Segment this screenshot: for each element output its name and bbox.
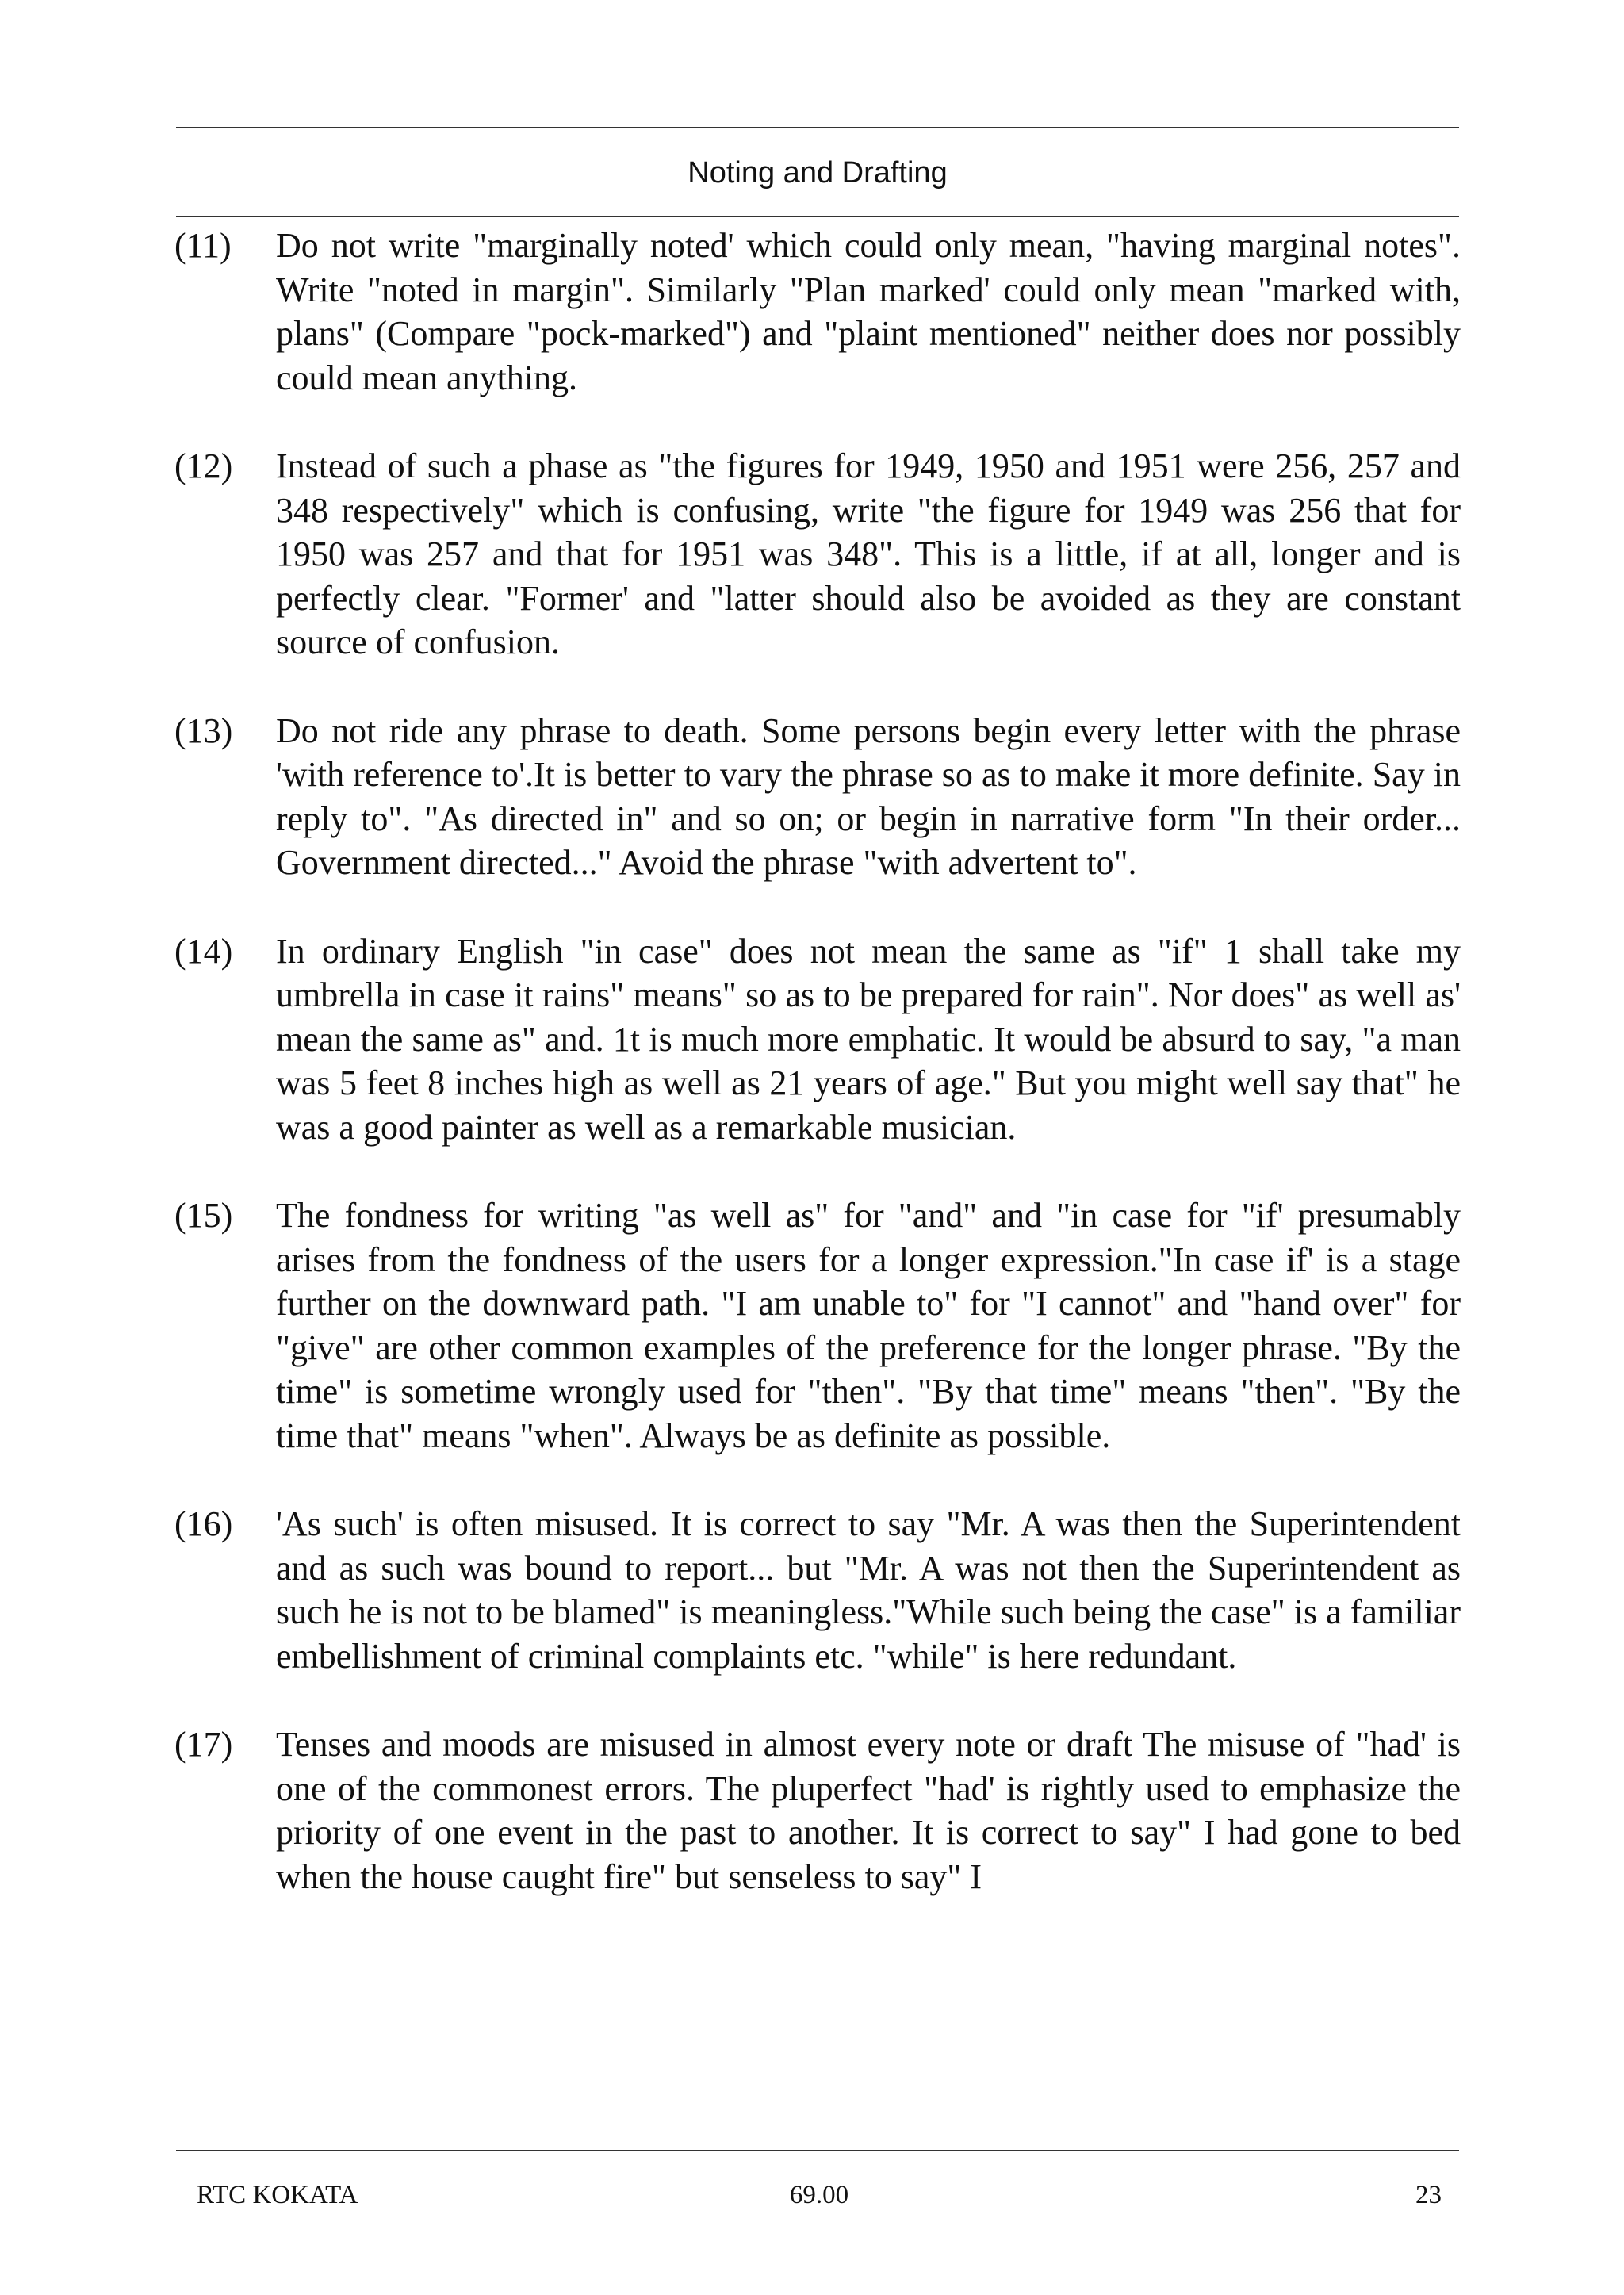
item-number: (13)	[174, 711, 233, 750]
item-text: Tenses and moods are misused in almost every note or draft The misuse of "had' is one of the commonest errors. The pluperfect "had' is rightly used to emphasize the priority of one event in the past to another. It is correct to say" I had gone to bed when the house caught fire" but senseless to say" I	[276, 1725, 1461, 1896]
item-text: Instead of such a phase as "the figures for 1949, 1950 and 1951 were 256, 257 and 348 respectively" which is confusing, write "the figure for 1949 was 256 that for 1950 was 257 and that for 1951 was 348". This is a little, if at all, longer and is perfectly clear. "Former' and "latter should also be avoided as they are constant source of confusion.	[276, 446, 1461, 661]
list-item	[174, 709, 1461, 885]
list-item	[174, 1502, 1461, 1678]
item-text: The fondness for writing "as well as" for "and" and "in case for "if' presumably arises from the fondness of the users for a longer expression."In case if' is a stage further on the downward path. "I am unable to" for "I cannot" and "hand over" for "give" are other common examples of the preference for the longer phrase. "By the time" is sometime wrongly used for "then". "By that time" means "then". "By the time that" means "when". Always be as definite as possible.	[276, 1196, 1461, 1455]
item-number: (16)	[174, 1504, 233, 1543]
header-bottom-rule	[176, 216, 1459, 217]
item-number: (15)	[174, 1196, 233, 1235]
item-text: In ordinary English "in case" does not mean the same as "if" 1 shall take my umbrella in case it rains" means" so as to be prepared for rain". Nor does" as well as' mean the same as" and. 1t is much more emphatic. It would be absurd to say, "a man was 5 feet 8 inches high as well as 21 years of age." But you might well say that" he was a good painter as well as a remarkable musician.	[276, 931, 1461, 1147]
page-footer	[197, 2176, 1442, 2214]
list-item	[174, 929, 1461, 1150]
footer-code: 69.00	[789, 2181, 849, 2209]
header-top-rule	[176, 127, 1459, 128]
item-number: (14)	[174, 931, 233, 971]
item-number: (12)	[174, 446, 233, 485]
item-text: Do not ride any phrase to death. Some persons begin every letter with the phrase 'with reference to'.It is better to vary the phrase so as to make it more definite. Say in reply to". "As directed in" and so on; or begin in narrative form "In their order... Government directed..." Avoid the phrase "with advertent to".	[276, 711, 1461, 882]
numbered-list	[174, 224, 1461, 1943]
list-item	[174, 444, 1461, 665]
item-text: 'As such' is often misused. It is correct to say "Mr. A was then the Superintendent and as such was bound to report... but "Mr. A was not then the Superintendent as such he is not to be blamed" is meaningless."While such being the case" is a familiar embellishment of criminal complaints etc. "while" is here redundant.	[276, 1504, 1461, 1676]
footer-institution: RTC KOKATA	[197, 2181, 358, 2209]
footer-rule	[176, 2150, 1459, 2151]
page-number: 23	[1415, 2181, 1442, 2209]
running-header: Noting and Drafting	[688, 156, 948, 190]
item-number: (11)	[174, 226, 232, 265]
item-number: (17)	[174, 1725, 233, 1764]
item-text: Do not write "marginally noted' which could only mean, "having marginal notes". Write "noted in margin". Similarly "Plan marked' could only mean "marked with, plans" (Compare "pock-marked") and "plaint mentioned" neither does nor possibly could mean anything.	[276, 226, 1461, 397]
list-item	[174, 1193, 1461, 1458]
list-item	[174, 1722, 1461, 1898]
list-item	[174, 224, 1461, 400]
